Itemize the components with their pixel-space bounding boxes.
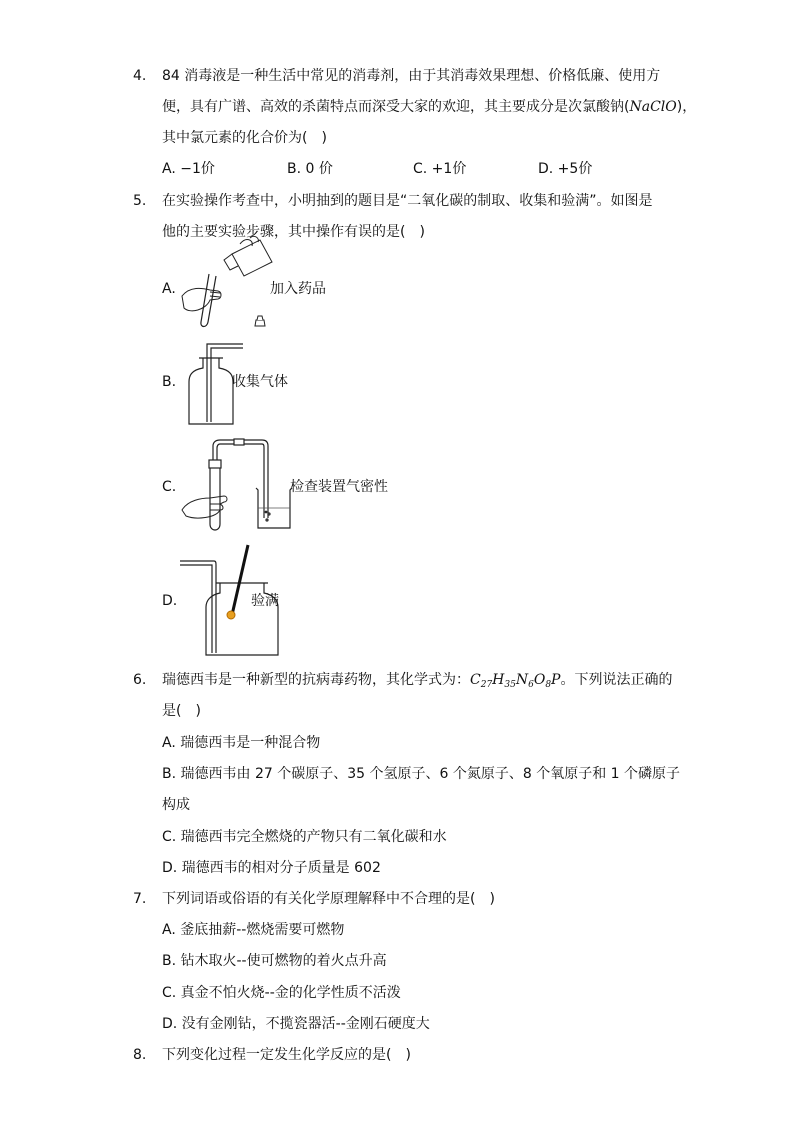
q6-option-d[interactable]: D. 瑞德西韦的相对分子质量是 602 <box>162 860 381 876</box>
q5-option-a-letter[interactable]: A. <box>162 281 176 297</box>
q4-line2-post: )， <box>676 99 697 115</box>
q6-option-b[interactable]: B. 瑞德西韦由 27 个碳原子、35 个氢原子、6 个氮原子、8 个氧原子和 1 个磷原子 <box>162 766 681 782</box>
q6-option-c[interactable]: C. 瑞德西韦完全燃烧的产物只有二氧化碳和水 <box>162 829 447 845</box>
q4-stem-line2 <box>162 97 696 117</box>
q7-option-b[interactable]: B. 钻木取火--使可燃物的着火点升高 <box>162 953 387 969</box>
q7-option-c[interactable]: C. 真金不怕火烧--金的化学性质不活泼 <box>162 985 401 1001</box>
q5-option-a-label: 加入药品 <box>270 281 326 297</box>
hand-icon <box>182 288 221 310</box>
q6-formula <box>470 672 560 688</box>
q5-option-c-label: 检查装置气密性 <box>290 479 388 495</box>
test-tube-icon <box>209 460 221 530</box>
reagent-bottle-icon <box>224 236 272 276</box>
q5-option-c-letter[interactable]: C. <box>162 479 177 495</box>
formula-element: H <box>492 672 505 688</box>
test-tube-icon <box>201 274 216 327</box>
q8-stem-line1: 下列变化过程一定发生化学反应的是( ) <box>162 1047 411 1063</box>
beaker-icon <box>256 488 292 528</box>
q4-option-a[interactable]: A. −1价 <box>162 161 215 177</box>
q7-option-d[interactable]: D. 没有金刚钻，不揽瓷器活--金刚石硬度大 <box>162 1016 430 1032</box>
q5-option-b-letter[interactable]: B. <box>162 374 177 390</box>
q7-number: 7. <box>133 891 147 907</box>
q6-line1-post: 。下列说法正确的 <box>560 672 673 688</box>
q7-stem-line1: 下列词语或俗语的有关化学原理解释中不合理的是( ) <box>162 891 495 907</box>
q4-option-c[interactable]: C. +1价 <box>413 161 467 177</box>
q6-option-a[interactable]: A. 瑞德西韦是一种混合物 <box>162 735 321 751</box>
formula-subscript: 35 <box>504 680 516 690</box>
q6-number: 6. <box>133 672 147 688</box>
formula-subscript: 6 <box>528 680 534 690</box>
formula-subscript: 27 <box>480 680 493 690</box>
q4-option-d[interactable]: D. +5价 <box>538 161 593 177</box>
q5-number: 5. <box>133 193 147 209</box>
q4-number: 4. <box>133 68 147 84</box>
q5-option-d-letter[interactable]: D. <box>162 593 178 609</box>
formula-element: O <box>533 672 546 688</box>
q7-option-a[interactable]: A. 釜底抽薪--燃烧需要可燃物 <box>162 922 345 938</box>
q6-line1-pre: 瑞德西韦是一种新型的抗病毒药物，其化学式为： <box>162 672 470 688</box>
q5-option-c-figure <box>180 440 295 534</box>
q4-stem-line3: 其中氯元素的化合价为( ) <box>162 130 327 146</box>
bottle-stopper-icon <box>255 316 265 326</box>
q4-line2-pre: 便，具有广谱、高效的杀菌特点而深受大家的欢迎，其主要成分是次氯酸钠( <box>162 99 630 115</box>
formula-element: N <box>515 672 529 688</box>
q5-option-b-label: 收集气体 <box>232 374 288 390</box>
formula-element: C <box>470 672 481 688</box>
q4-stem-line1: 84 消毒液是一种生活中常见的消毒剂，由于其消毒效果理想、价格低廉、使用方 <box>162 68 661 84</box>
q4-option-b[interactable]: B. 0 价 <box>287 161 333 177</box>
delivery-tube-icon <box>180 561 216 653</box>
q6-option-b-cont: 构成 <box>162 797 190 813</box>
q6-stem-line1 <box>162 670 672 695</box>
q5-option-a-figure <box>180 236 280 331</box>
q5-stem-line2: 他的主要实验步骤，其中操作有误的是( ) <box>162 224 425 240</box>
burning-stick-icon <box>227 545 248 619</box>
q6-stem-line2: 是( ) <box>162 703 201 719</box>
q5-stem-line1: 在实验操作考查中，小明抽到的题目是“二氧化碳的制取、收集和验满”。如图是 <box>162 193 653 209</box>
q8-number: 8. <box>133 1047 147 1063</box>
q4-formula: NaClO <box>629 99 677 115</box>
formula-subscript: 8 <box>545 680 552 690</box>
connecting-tube-icon <box>213 439 268 518</box>
formula-element: P <box>551 672 561 688</box>
q5-option-d-label: 验满 <box>251 593 279 609</box>
